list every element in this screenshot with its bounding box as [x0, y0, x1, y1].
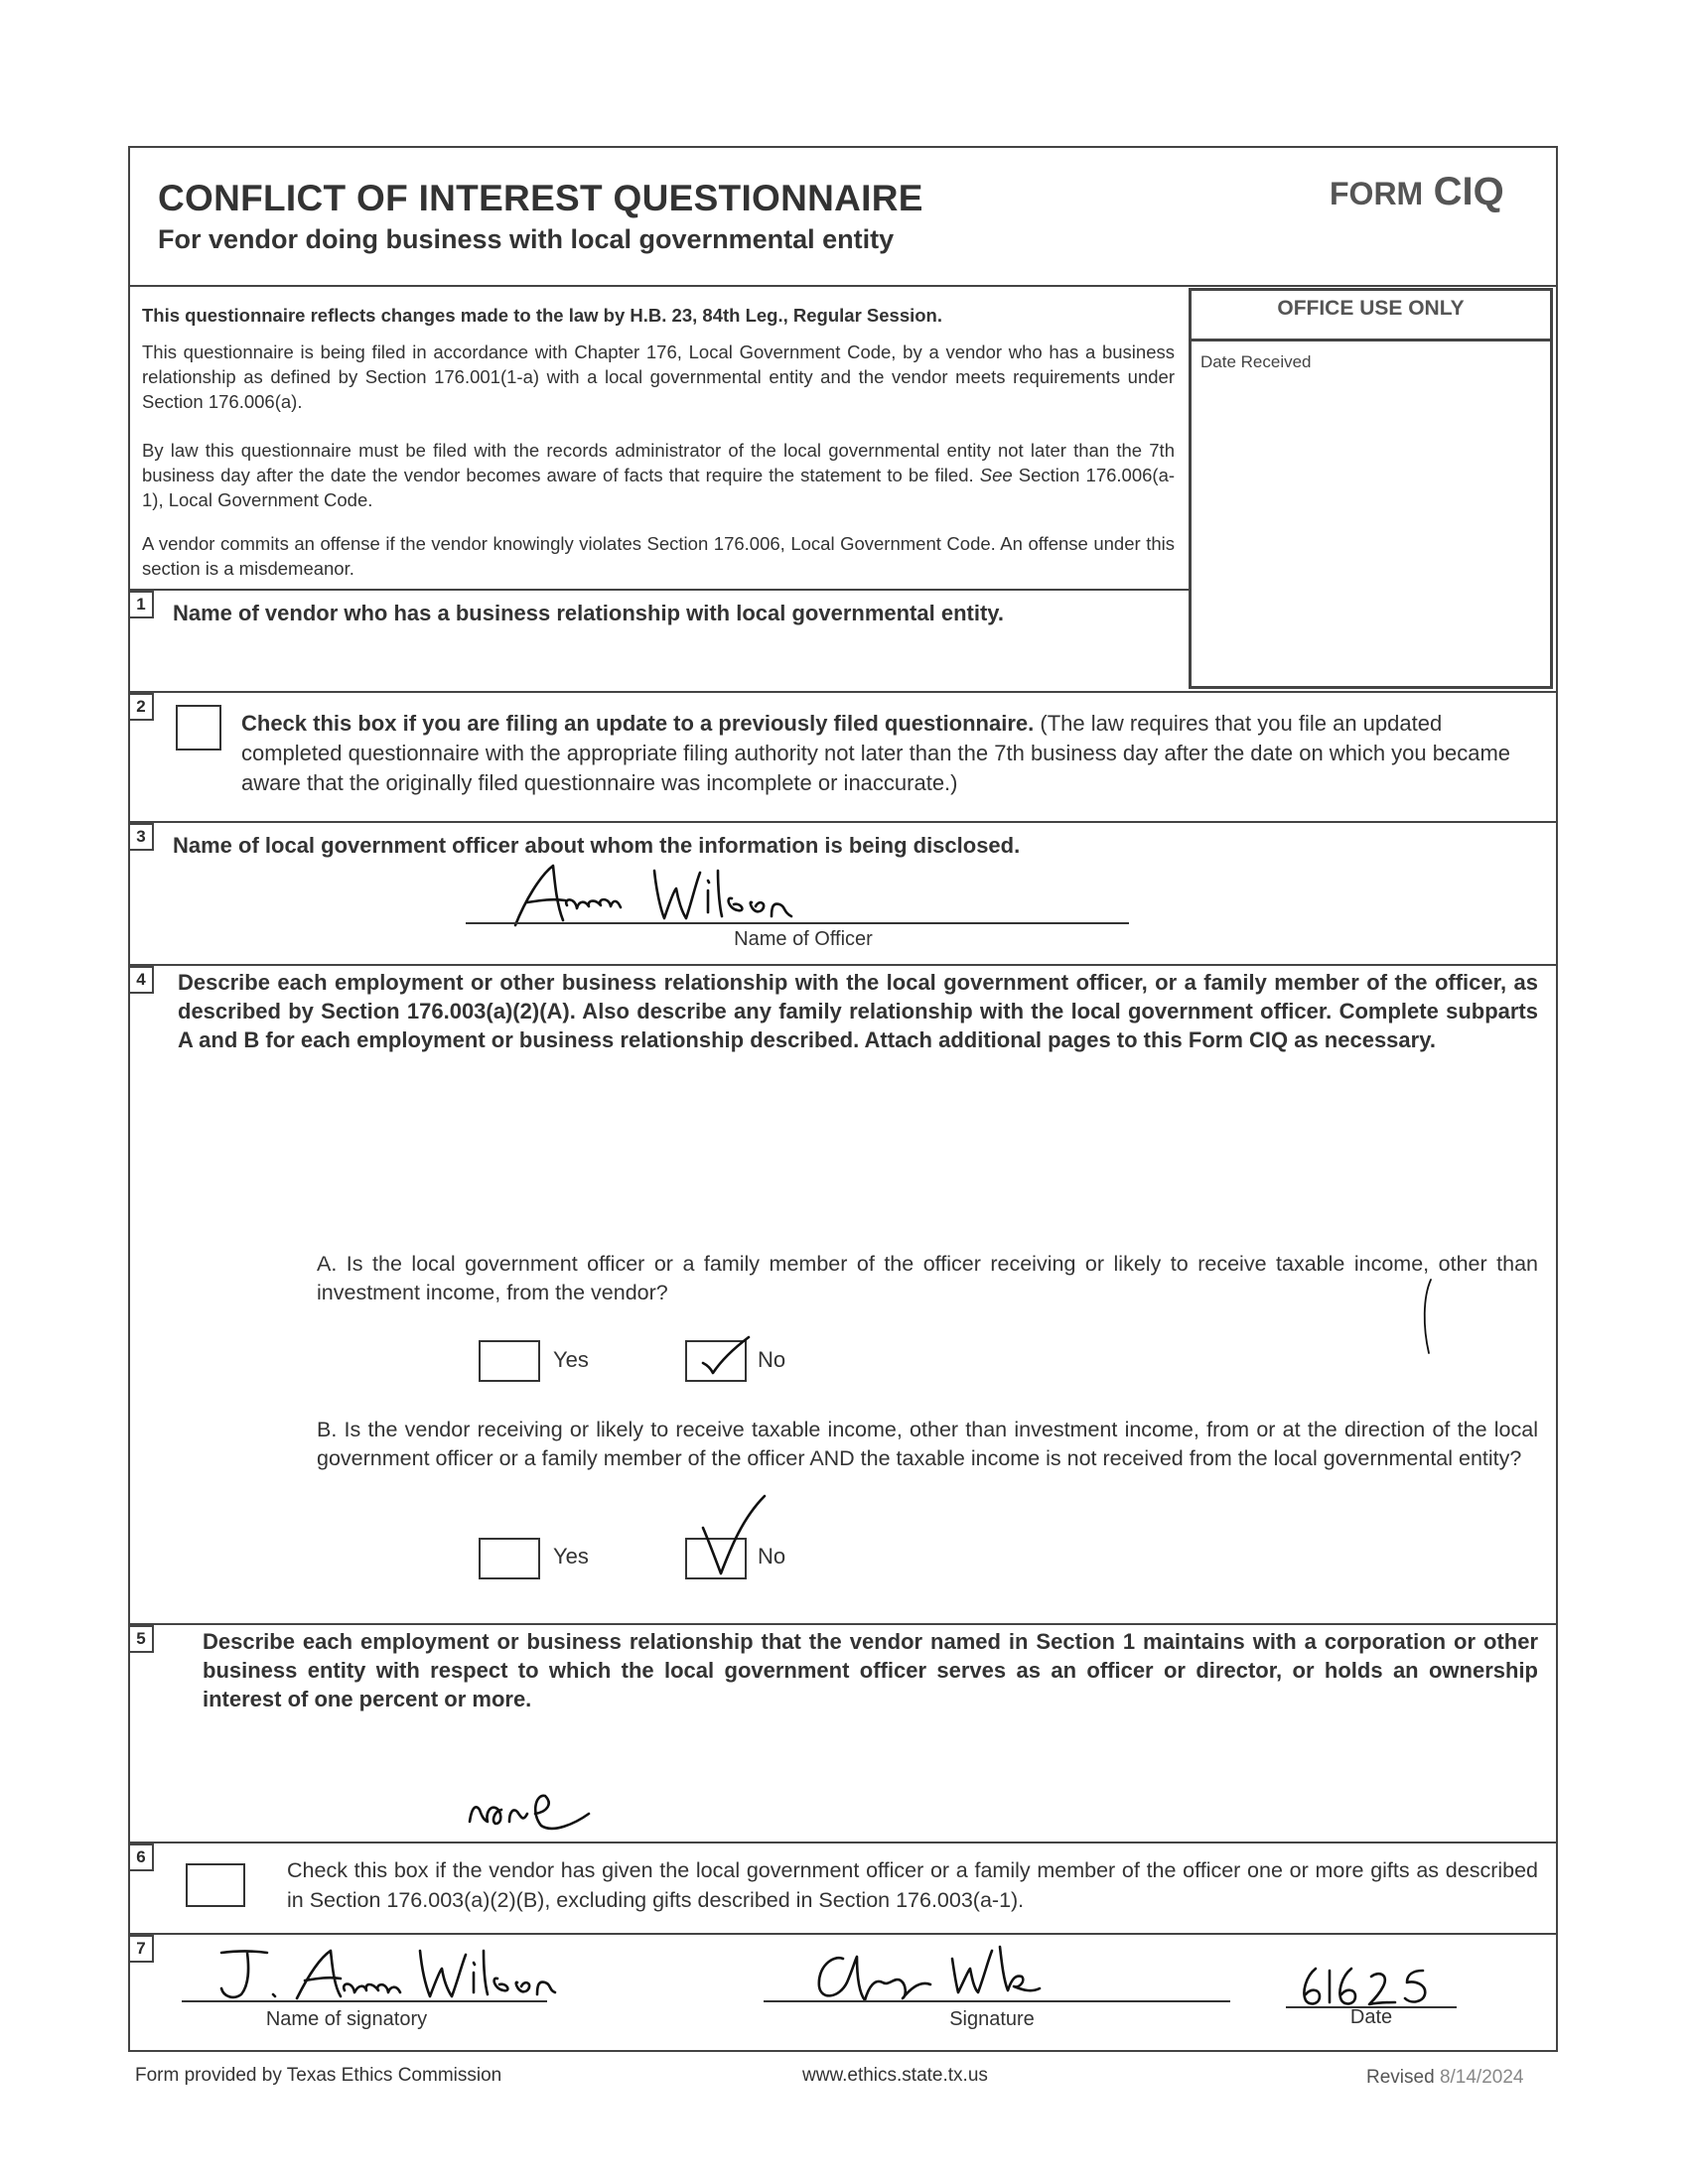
- section-2-rest-text: (The law requires that you file an updated completed questionnaire with the appropriate filing authority not later than the 7th business day after the date on which you became aware that the originally filed questionnaire was incomplete or inaccurate.): [241, 711, 1511, 795]
- ciq-form: [128, 146, 1558, 2052]
- section-1-number: 1: [128, 591, 154, 618]
- question-b: B. Is the vendor receiving or likely to receive taxable income, other than investment income, from or at the direction of the local government officer or a family member of the officer AND the taxable income is not received from the local governmental entity?: [317, 1418, 1538, 1470]
- question-b-yes-checkbox[interactable]: [479, 1538, 540, 1579]
- question-a-checkmark: [699, 1335, 759, 1377]
- signatory-name-line: [182, 2000, 547, 2002]
- form-code: [1330, 170, 1504, 214]
- section-3-heading: Name of local government officer about whom the information is being disclosed.: [173, 833, 1021, 858]
- officer-name-line: [466, 922, 1129, 924]
- question-a-yes-checkbox[interactable]: [479, 1340, 540, 1382]
- question-b-yes-label: Yes: [553, 1544, 589, 1569]
- section-1-heading: Name of vendor who has a business relationship with local governmental entity.: [173, 601, 1004, 625]
- signatory-name-handwriting: [208, 1945, 555, 2004]
- question-b-no-label: No: [758, 1544, 786, 1569]
- office-use-box: [1189, 288, 1553, 689]
- section-2-text: [241, 709, 1532, 798]
- signature-caption: Signature: [949, 2008, 1035, 2030]
- signatory-name-caption: Name of signatory: [265, 2008, 428, 2030]
- date-caption: Date: [1349, 2006, 1393, 2028]
- date-received-label: Date Received: [1200, 352, 1312, 371]
- office-use-divider: [1189, 339, 1553, 341]
- section-2-bold-text: Check this box if you are filing an update to a previously filed questionnaire.: [241, 711, 1035, 736]
- section-4-top-line: [128, 964, 1558, 966]
- officer-name-handwriting: [505, 861, 823, 930]
- date-handwriting: [1296, 1963, 1445, 2010]
- section-6-text: Check this box if the vendor has given the local government officer or a family member of the officer one or more gifts as described in Section 176.003(a)(2)(B), excluding gifts described in Section 176.003(a-1).: [287, 1858, 1538, 1912]
- section-2-number: 2: [128, 693, 154, 721]
- footer-revised-label: Revised: [1366, 2067, 1435, 2088]
- changes-note: This questionnaire reflects changes made to the law by H.B. 23, 84th Leg., Regular Session.: [142, 305, 942, 326]
- form-title: CONFLICT OF INTEREST QUESTIONNAIRE: [158, 178, 923, 218]
- signature-line: [764, 2000, 1230, 2002]
- section-5-answer-handwriting: [466, 1784, 615, 1834]
- office-use-title: OFFICE USE ONLY: [1277, 297, 1465, 320]
- intro-see: See: [979, 465, 1013, 485]
- header-divider: [128, 285, 1558, 287]
- section-4-number: 4: [128, 966, 154, 994]
- intro-paragraph-2-b: Section 176.006(a-1), Local Government Code.: [142, 465, 1176, 510]
- form-code-value: CIQ: [1433, 170, 1504, 213]
- section-5-top-line: [128, 1623, 1558, 1625]
- intro-paragraph-3: A vendor commits an offense if the vendor knowingly violates Section 176.006, Local Government Code. An offense under this section is a misdemeanor.: [142, 533, 1175, 579]
- section-3-number: 3: [128, 823, 154, 851]
- section-5-heading: Describe each employment or business relationship that the vendor named in Section 1 maintains with a corporation or other business entity with respect to which the local government officer serves as an officer or director, or holds an ownership interest of one percent or more.: [203, 1629, 1538, 1711]
- section-4-heading: Describe each employment or other business relationship with the local government officer, or a family member of the officer, as described by Section 176.003(a)(2)(A). Also describe any family relationship with the local government officer. Complete subparts A and B for each employment or business relationship described. Attach additional pages to this Form CIQ as necessary.: [178, 970, 1538, 1052]
- question-a: A. Is the local government officer or a family member of the officer receiving or likely to receive taxable income, other than investment income, from the vendor?: [317, 1252, 1538, 1304]
- intro-paragraph-2-a: By law this questionnaire must be filed with the records administrator of the local governmental entity not later than the 7th business day after the date the vendor becomes aware of facts that require the statement to be filed.: [142, 440, 1175, 485]
- gift-checkbox[interactable]: [186, 1863, 245, 1907]
- officer-name-caption: Name of Officer: [734, 928, 873, 950]
- question-a-no-label: No: [758, 1347, 786, 1372]
- update-checkbox[interactable]: [176, 705, 221, 751]
- intro-paragraph-1: This questionnaire is being filed in accordance with Chapter 176, Local Government Code, by a vendor who has a business relationship as defined by Section 176.001(1-a) with a local governmental entity and the vendor meets requirements under Section 176.006(a).: [142, 341, 1175, 412]
- form-label: FORM: [1330, 176, 1424, 211]
- footer-provided-by: Form provided by Texas Ethics Commission: [135, 2065, 502, 2086]
- section-7-number: 7: [128, 1935, 154, 1963]
- section-6-number: 6: [128, 1843, 154, 1871]
- question-a-yes-label: Yes: [553, 1347, 589, 1372]
- section-2-top-line: [128, 691, 1558, 693]
- footer-revised: [1366, 2067, 1523, 2089]
- intro-paragraph-2: [142, 438, 1175, 512]
- footer-website[interactable]: www.ethics.state.tx.us: [802, 2065, 988, 2086]
- section-3-top-line: [128, 821, 1558, 823]
- section-5-number: 5: [128, 1625, 154, 1653]
- margin-mark: [1419, 1278, 1439, 1357]
- footer-revised-date: 8/14/2024: [1439, 2067, 1524, 2088]
- section-1-top-line: [128, 589, 1189, 591]
- form-subtitle: For vendor doing business with local governmental entity: [158, 224, 895, 254]
- section-6-top-line: [128, 1842, 1558, 1843]
- section-7-top-line: [128, 1933, 1558, 1935]
